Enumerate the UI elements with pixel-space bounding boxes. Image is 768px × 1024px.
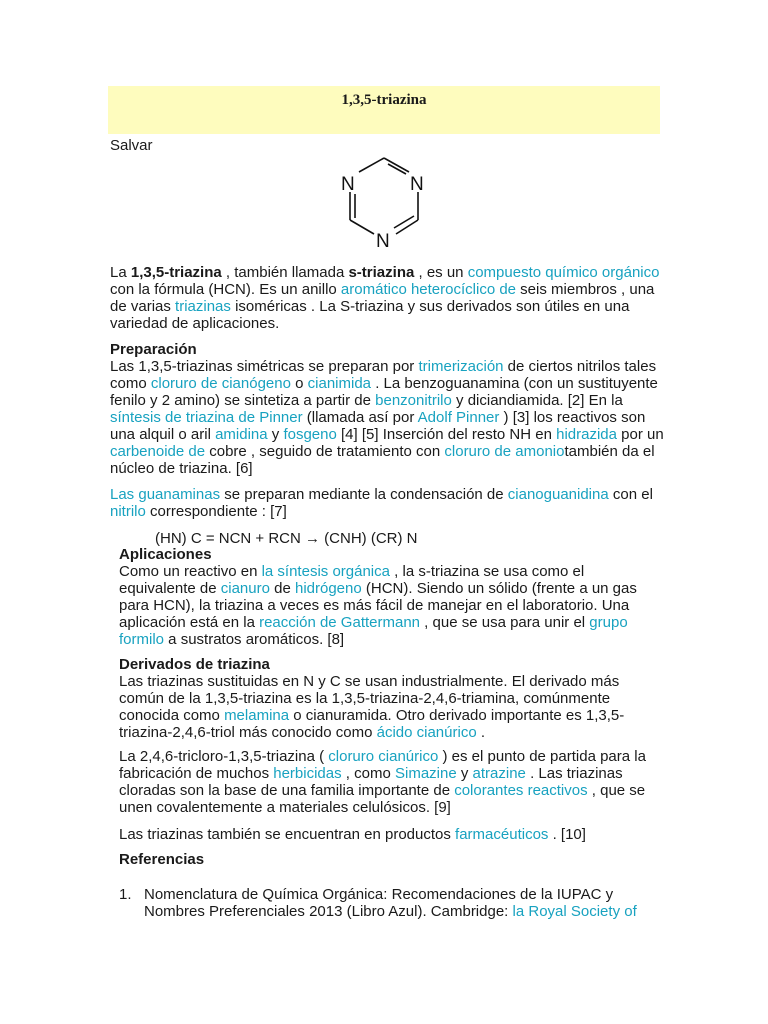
atom-n-top-left: N [341,174,355,195]
guanaminas-paragraph: Las guanaminas se preparan mediante la condensación de cianoguanidina con el nitrilo correspondiente : [7] [110,486,653,520]
link-simazine[interactable]: Simazine [394,765,457,782]
link-sintesis-pinner[interactable]: síntesis de triazina de Pinner [110,409,303,426]
title-banner [108,86,660,134]
salvar-label: Salvar [110,137,153,154]
references-list [119,886,659,920]
link-royal-society[interactable]: la Royal Society of [512,903,637,920]
link-nitrilo[interactable]: nitrilo [110,503,146,520]
section-referencias [119,851,659,868]
reaction-equation: (HN) C = NCN + RCN → (CNH) (CR) N [155,530,418,547]
term-bold: 1,3,5-triazina [130,264,222,281]
link-cianuro[interactable]: cianuro [220,580,270,597]
link-carbenoide[interactable]: carbenoide de [110,443,206,460]
term-bold: s-triazina [348,264,415,281]
link-melamina[interactable]: melamina [224,707,290,724]
link-benzonitrilo[interactable]: benzonitrilo [375,392,452,409]
link-fosgeno[interactable]: fosgeno [283,426,337,443]
link-cianoguanidina[interactable]: cianoguanidina [507,486,609,503]
section-derivados: Derivados de triazina Las triazinas sustituidas en N y C se usan industrialmente. El derivado más común de la 1,3,5-triazina es la 1,3,5-triazina-2,4,6-triamina, comúnmente conocida como melamina o cianuramida. Otro derivado importante es 1,3,5-triazina-2,4,6-triol más conocido como ácido cianúrico . [119,656,659,741]
link-grupo-formilo[interactable]: grupo formilo [119,614,628,648]
link-cloruro-cianogeno[interactable]: cloruro de cianógeno [150,375,291,392]
heading-preparacion: Preparación [110,341,197,358]
page-title: 1,3,5-triazina [341,92,427,108]
link-adolf-pinner[interactable]: Adolf Pinner [417,409,500,426]
atom-n-top-right: N [410,174,424,195]
reference-item: 1. Nomenclatura de Química Orgánica: Recomendaciones de la IUPAC y Nombres Preferenciales 2013 (Libro Azul). Cambridge: la Royal Society of [119,886,637,920]
intro-paragraph: La 1,3,5-triazina , también llamada s-triazina , es un compuesto químico orgánico con la fórmula (HCN). Es un anillo aromático heterocíclico de seis miembros , una de varias triazinas isoméricas . La S-triazina y sus derivados son útiles en una variedad de aplicaciones. [110,264,660,332]
link-triazinas[interactable]: triazinas [175,298,231,315]
link-aromatico-heterociclico[interactable]: aromático heterocíclico de [340,281,517,298]
atom-n-bottom: N [376,231,390,252]
heading-derivados: Derivados de triazina [119,656,270,673]
link-atrazine[interactable]: atrazine [472,765,526,782]
link-cloruro-cianurico[interactable]: cloruro cianúrico [328,748,439,765]
link-farmaceuticos[interactable]: farmacéuticos [455,826,549,843]
link-cianimida[interactable]: cianimida [307,375,372,392]
reference-number: 1. [119,886,132,903]
section-preparacion: Preparación Las 1,3,5-triazinas simétricas se preparan por trimerización de ciertos nitrilos tales como cloruro de cianógeno o cianimida . La benzoguanamina (con un sustituyente fenilo y 2 amino) se sintetiza a partir de benzonitrilo y diciandiamida. [2] En la síntesis de triazina de Pinner (llamada así por Adolf Pinner ) [3] los reactivos son una alquil o aril amidina y fosgeno [4] [5] Inserción del resto NH en hidrazida por un carbenoide de cobre , seguido de tratamiento con cloruro de amoniotambién da el núcleo de triazina. [6] [110,341,670,477]
link-amidina[interactable]: amidina [215,426,268,443]
farma-paragraph: Las triazinas también se encuentran en productos farmacéuticos . [10] [119,826,586,843]
heading-aplicaciones: Aplicaciones [119,546,212,563]
link-sintesis-organica[interactable]: la síntesis orgánica [261,563,390,580]
tricloro-paragraph: La 2,4,6-tricloro-1,3,5-triazina ( cloruro cianúrico ) es el punto de partida para la fabricación de muchos herbicidas , como Simazine y atrazine . Las triazinas cloradas son la base de una familia importante de colorantes reactivos , que se unen covalentemente a materiales celulósicos. [9] [119,748,646,816]
link-acido-cianurico[interactable]: ácido cianúrico [376,724,477,741]
link-trimerizacion[interactable]: trimerización [418,358,504,375]
link-guanaminas[interactable]: Las guanaminas [110,486,221,503]
section-aplicaciones: Aplicaciones Como un reactivo en la síntesis orgánica , la s-triazina se usa como el equivalente de cianuro de hidrógeno (HCN). Siendo un sólido (frente a un gas para HCN), la triazina a veces es más fácil de manejar en el laboratorio. Una aplicación está en la reacción de Gattermann , que se usa para unir el grupo formilo a sustratos aromáticos. [8] [119,546,659,648]
link-colorantes-reactivos[interactable]: colorantes reactivos [454,782,588,799]
triazine-structure [330,150,440,255]
link-compuesto-quimico[interactable]: compuesto químico orgánico [467,264,660,281]
link-hidrogeno[interactable]: hidrógeno [294,580,362,597]
link-reaccion-gattermann[interactable]: reacción de Gattermann [259,614,421,631]
link-herbicidas[interactable]: herbicidas [273,765,342,782]
link-hidrazida[interactable]: hidrazida [556,426,617,443]
link-cloruro-amonio[interactable]: cloruro de amonio [444,443,565,460]
heading-referencias: Referencias [119,851,205,868]
